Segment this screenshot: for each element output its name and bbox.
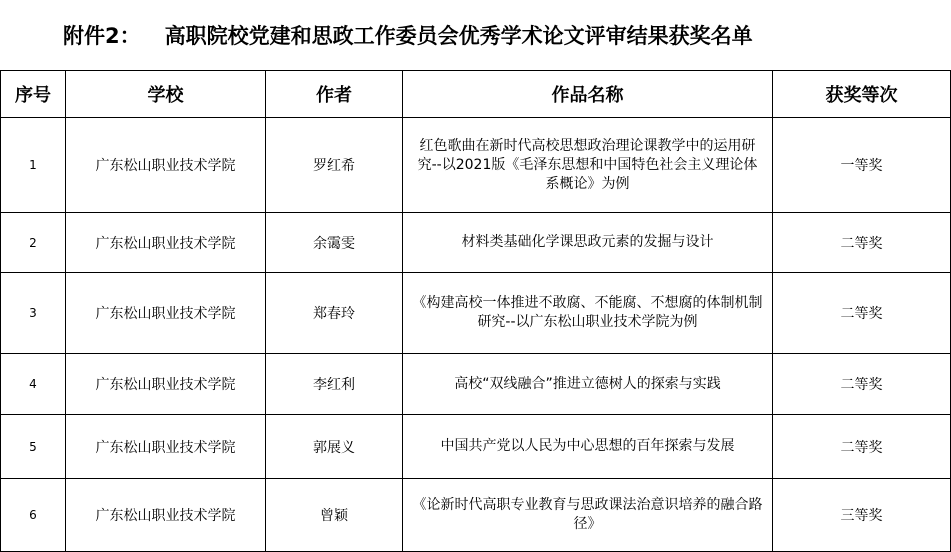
- title-prefix: 附件2：: [63, 24, 141, 48]
- cell-index: 2: [1, 213, 66, 273]
- header-work: 作品名称: [403, 71, 773, 118]
- title-main: 高职院校党建和思政工作委员会优秀学术论文评审结果获奖名单: [164, 24, 753, 48]
- cell-author: 李红利: [266, 354, 403, 415]
- cell-author: 郭展义: [266, 415, 403, 479]
- cell-award: 三等奖: [773, 479, 951, 552]
- table-row: [1, 354, 951, 415]
- header-author: 作者: [266, 71, 403, 118]
- cell-work: 红色歌曲在新时代高校思想政治理论课教学中的运用研究--以2021版《毛泽东思想和中国特色社会主义理论体系概论》为例: [403, 118, 773, 213]
- cell-school: 广东松山职业技术学院: [66, 118, 266, 213]
- cell-index: 5: [1, 415, 66, 479]
- header-award: 获奖等次: [773, 71, 951, 118]
- table-row: [1, 479, 951, 552]
- header-school: 学校: [66, 71, 266, 118]
- table-row: [1, 415, 951, 479]
- cell-work: 《论新时代高职专业教育与思政课法治意识培养的融合路径》: [403, 479, 773, 552]
- cell-index: 4: [1, 354, 66, 415]
- cell-school: 广东松山职业技术学院: [66, 273, 266, 354]
- cell-award: 二等奖: [773, 213, 951, 273]
- table-row: [1, 213, 951, 273]
- table-header-row: [1, 71, 951, 118]
- award-table: [0, 70, 951, 552]
- cell-work: 高校“双线融合”推进立德树人的探索与实践: [403, 354, 773, 415]
- cell-author: 曾颖: [266, 479, 403, 552]
- cell-award: 二等奖: [773, 273, 951, 354]
- cell-award: 二等奖: [773, 354, 951, 415]
- cell-award: 一等奖: [773, 118, 951, 213]
- cell-school: 广东松山职业技术学院: [66, 479, 266, 552]
- cell-school: 广东松山职业技术学院: [66, 213, 266, 273]
- cell-author: 郑春玲: [266, 273, 403, 354]
- table-row: [1, 273, 951, 354]
- cell-work: 《构建高校一体推进不敢腐、不能腐、不想腐的体制机制研究--以广东松山职业技术学院为例: [403, 273, 773, 354]
- cell-author: 余霭雯: [266, 213, 403, 273]
- cell-school: 广东松山职业技术学院: [66, 354, 266, 415]
- cell-author: 罗红希: [266, 118, 403, 213]
- table-row: [1, 118, 951, 213]
- cell-index: 1: [1, 118, 66, 213]
- cell-index: 6: [1, 479, 66, 552]
- cell-work: 中国共产党以人民为中心思想的百年探索与发展: [403, 415, 773, 479]
- cell-award: 二等奖: [773, 415, 951, 479]
- header-index: 序号: [1, 71, 66, 118]
- cell-index: 3: [1, 273, 66, 354]
- cell-school: 广东松山职业技术学院: [66, 415, 266, 479]
- document-title: [0, 0, 951, 70]
- cell-work: 材料类基础化学课思政元素的发掘与设计: [403, 213, 773, 273]
